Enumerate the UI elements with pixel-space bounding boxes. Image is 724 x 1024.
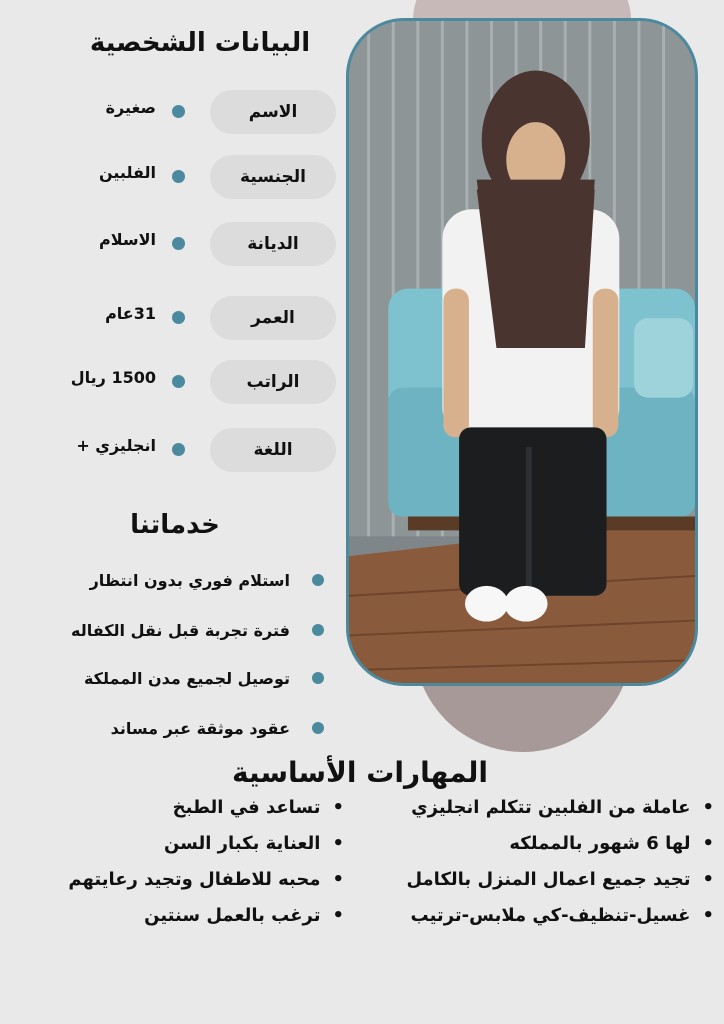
bullet-dot-icon bbox=[172, 170, 185, 183]
personal-data-title: البيانات الشخصية bbox=[89, 28, 311, 58]
field-value: الفلبين bbox=[99, 163, 156, 182]
bullet-icon: • bbox=[702, 796, 714, 818]
bullet-dot-icon bbox=[312, 624, 324, 636]
bullet-icon: • bbox=[702, 904, 714, 926]
worker-photo bbox=[346, 18, 698, 686]
bullet-icon: • bbox=[332, 868, 344, 890]
skill-item bbox=[68, 864, 344, 894]
field-value: الاسلام bbox=[98, 230, 156, 249]
bullet-dot-icon bbox=[312, 722, 324, 734]
service-item bbox=[111, 713, 324, 743]
bullet-dot-icon bbox=[172, 105, 185, 118]
bullet-icon: • bbox=[702, 832, 714, 854]
bullet-icon: • bbox=[702, 868, 714, 890]
bullet-dot-icon bbox=[172, 375, 185, 388]
field-language-row bbox=[60, 428, 340, 472]
field-label-pill: الجنسية bbox=[210, 155, 336, 199]
service-text: فترة تجربة قبل نقل الكفاله bbox=[70, 620, 290, 640]
field-value: صغيرة bbox=[105, 98, 156, 117]
skill-text: عاملة من الفلبين تتكلم انجليزي bbox=[411, 796, 691, 818]
skill-text: غسيل-تنظيف-كي ملابس-ترتيب bbox=[410, 904, 691, 926]
services-title: خدماتنا bbox=[130, 510, 220, 540]
skill-text: ترغب بالعمل سنتين bbox=[144, 904, 321, 926]
skill-text: محبه للاطفال وتجيد رعايتهم bbox=[68, 868, 321, 890]
skill-item bbox=[411, 900, 714, 930]
bullet-dot-icon bbox=[312, 672, 324, 684]
field-religion-row bbox=[60, 222, 340, 266]
bullet-icon: • bbox=[332, 904, 344, 926]
bullet-dot-icon bbox=[312, 574, 324, 586]
field-label-pill: اللغة bbox=[210, 428, 336, 472]
skill-item bbox=[173, 792, 344, 822]
worker-photo-illustration bbox=[349, 21, 695, 683]
field-label-pill: العمر bbox=[210, 296, 336, 340]
field-value: 1500 ريال bbox=[70, 368, 156, 387]
skill-text: تساعد في الطبخ bbox=[172, 796, 321, 818]
field-label-pill: الديانة bbox=[210, 222, 336, 266]
field-salary-row bbox=[60, 360, 340, 404]
field-nationality-row bbox=[60, 155, 340, 199]
service-item bbox=[84, 663, 324, 693]
service-text: توصيل لجميع مدن المملكة bbox=[83, 668, 290, 688]
field-label-pill: الاسم bbox=[210, 90, 336, 134]
bullet-dot-icon bbox=[172, 311, 185, 324]
skills-title: المهارات الأساسية bbox=[232, 756, 488, 789]
skill-item bbox=[144, 900, 344, 930]
field-label-pill: الراتب bbox=[210, 360, 336, 404]
skill-text: تجيد جميع اعمال المنزل بالكامل bbox=[406, 868, 691, 890]
service-item bbox=[90, 565, 324, 595]
skill-item bbox=[411, 792, 714, 822]
field-value: 31عام bbox=[105, 304, 156, 323]
field-age-row bbox=[60, 296, 340, 340]
bullet-dot-icon bbox=[172, 443, 185, 456]
bullet-icon: • bbox=[332, 832, 344, 854]
skill-item bbox=[406, 864, 714, 894]
service-text: استلام فوري بدون انتظار bbox=[89, 570, 290, 590]
bullet-icon: • bbox=[332, 796, 344, 818]
service-text: عقود موثقة عبر مساند bbox=[110, 718, 290, 738]
field-value: انجليزي + bbox=[76, 436, 156, 455]
skill-text: لها 6 شهور بالمملكه bbox=[509, 832, 691, 854]
skill-item bbox=[509, 828, 714, 858]
skill-item bbox=[164, 828, 344, 858]
bullet-dot-icon bbox=[172, 237, 185, 250]
service-item bbox=[71, 615, 324, 645]
field-name-row bbox=[60, 90, 340, 134]
skill-text: العناية بكبار السن bbox=[163, 832, 321, 854]
